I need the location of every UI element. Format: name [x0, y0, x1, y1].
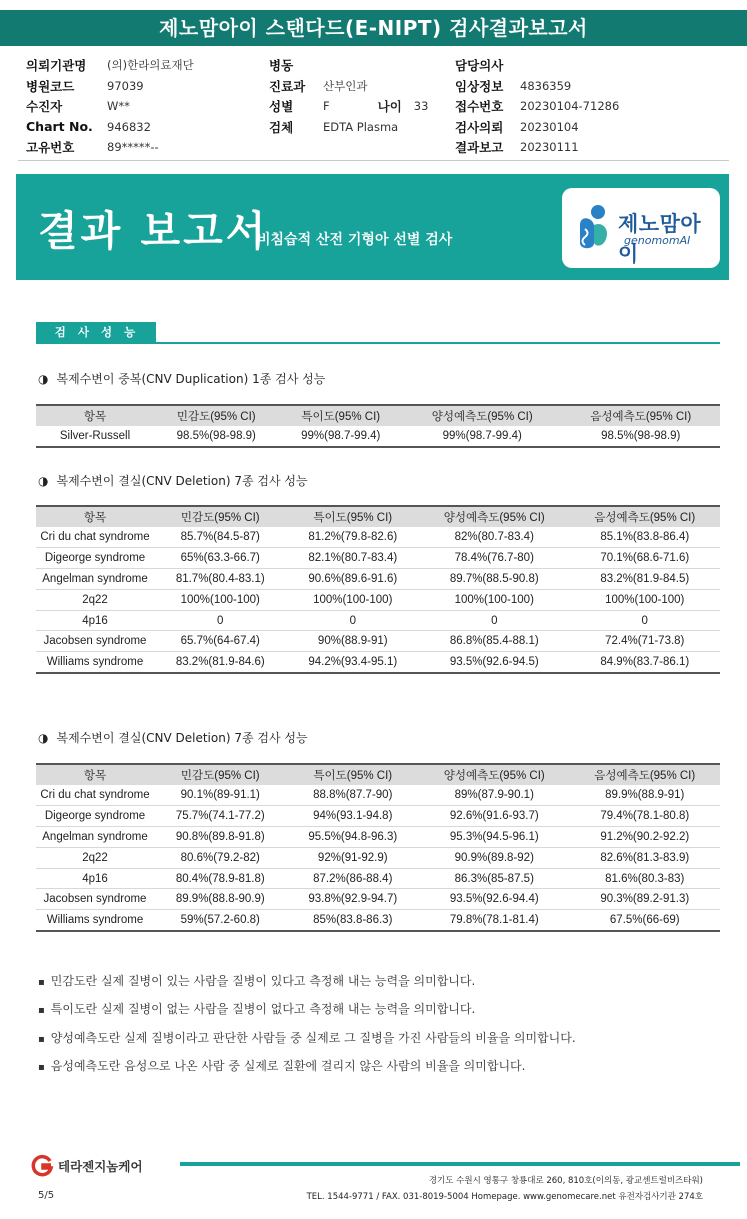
cell: 89.9%(88.9-91)	[570, 785, 721, 806]
table-row	[36, 785, 720, 806]
info-value: 97039	[107, 78, 144, 93]
cell: 65%(63.3-66.7)	[154, 548, 287, 569]
cell: 90.3%(89.2-91.3)	[570, 889, 721, 910]
cell: 99%(98.7-99.4)	[403, 426, 561, 447]
cell: 95.5%(94.8-96.3)	[287, 827, 420, 848]
col-header: 특이도(95% CI)	[279, 405, 404, 426]
cell: 100%(100-100)	[570, 589, 721, 610]
info-value: 산부인과	[323, 78, 368, 93]
cell: 91.2%(90.2-92.2)	[570, 827, 721, 848]
cell: 93.5%(92.6-94.5)	[419, 652, 569, 673]
section-title-text: 복제수변이 중복(CNV Duplication) 1종 검사 성능	[56, 372, 326, 386]
company-logo-icon	[30, 1154, 54, 1178]
cell: Cri du chat syndrome	[36, 785, 154, 806]
col-header: 음성예측도(95% CI)	[570, 764, 721, 785]
note-item: ▪ 음성예측도란 음성으로 나온 사람 중 실제로 질환에 걸리지 않은 사람의 비율을 의미합니다.	[38, 1057, 525, 1074]
header-divider	[18, 160, 729, 161]
info-value: 946832	[107, 119, 151, 134]
cell: 75.7%(74.1-77.2)	[154, 806, 287, 827]
section-title-deletion-2	[38, 729, 308, 746]
banner-subtitle: 비침습적 산전 기형아 선별 검사	[257, 232, 453, 248]
cell: Jacobsen syndrome	[36, 631, 154, 652]
col-header: 특이도(95% CI)	[287, 506, 420, 527]
info-value: 4836359	[520, 78, 572, 93]
col-header: 특이도(95% CI)	[287, 764, 420, 785]
info-label: 수진자	[26, 99, 63, 115]
cell: 80.6%(79.2-82)	[154, 847, 287, 868]
info-label: 검체	[269, 119, 294, 135]
table-row	[36, 910, 720, 931]
age-value: 33	[413, 99, 429, 114]
section-title-text: 복제수변이 결실(CNV Deletion) 7종 검사 성능	[56, 474, 308, 488]
half-circle-bullet-icon: ◑	[38, 731, 49, 745]
cell: 85.7%(84.5-87)	[154, 527, 287, 548]
patient-info-col3	[455, 55, 619, 158]
cell: 67.5%(66-69)	[570, 910, 721, 931]
table-row	[36, 889, 720, 910]
deletion-table-2	[36, 763, 720, 932]
cell: 83.2%(81.9-84.6)	[154, 652, 287, 673]
result-banner	[16, 174, 729, 280]
info-label: 담당의사	[455, 58, 504, 74]
col-header: 민감도(95% CI)	[154, 405, 279, 426]
patient-info-col2	[269, 55, 428, 137]
logo-text-ko: 제노맘아이	[618, 212, 702, 266]
cell: 92%(91-92.9)	[287, 847, 420, 868]
section-title-duplication	[38, 370, 325, 387]
info-label: Chart No.	[26, 119, 93, 135]
table-row	[36, 631, 720, 652]
cell: 2q22	[36, 847, 154, 868]
cell: 90.9%(89.8-92)	[419, 847, 569, 868]
cell: 81.6%(80.3-83)	[570, 868, 721, 889]
cell: 0	[287, 610, 420, 631]
table-row	[36, 569, 720, 590]
patient-info-col1	[26, 55, 194, 158]
cell: 59%(57.2-60.8)	[154, 910, 287, 931]
cell: 90.8%(89.8-91.8)	[154, 827, 287, 848]
cell: 89%(87.9-90.1)	[419, 785, 569, 806]
table-row	[36, 527, 720, 548]
company-name: 테라젠지놈케어	[58, 1159, 143, 1174]
info-label: 결과보고	[455, 140, 504, 156]
table-row	[36, 426, 720, 447]
deletion-table-1	[36, 505, 720, 674]
cell: 2q22	[36, 589, 154, 610]
cell: 70.1%(68.6-71.6)	[570, 548, 721, 569]
cell: 65.7%(64-67.4)	[154, 631, 287, 652]
info-value: W**	[107, 99, 130, 114]
col-header: 양성예측도(95% CI)	[403, 405, 561, 426]
cell: 83.2%(81.9-84.5)	[570, 569, 721, 590]
footer-divider	[180, 1162, 740, 1166]
cell: 93.5%(92.6-94.4)	[419, 889, 569, 910]
info-label: 병원코드	[26, 78, 75, 94]
col-header: 양성예측도(95% CI)	[419, 764, 569, 785]
section-title-deletion-1	[38, 472, 308, 489]
age-label: 나이	[377, 99, 402, 115]
duplication-table	[36, 404, 720, 448]
info-label: 진료과	[269, 78, 306, 94]
info-value: (의)한라의료재단	[107, 58, 194, 73]
info-label: 의뢰기관명	[26, 58, 87, 74]
col-header: 항목	[36, 405, 154, 426]
cell: 88.8%(87.7-90)	[287, 785, 420, 806]
info-label: 임상정보	[455, 78, 504, 94]
cell: Williams syndrome	[36, 652, 154, 673]
cell: 98.5%(98-98.9)	[561, 426, 720, 447]
cell: 89.9%(88.8-90.9)	[154, 889, 287, 910]
genomom-logo-icon	[572, 203, 614, 253]
cell: 80.4%(78.9-81.8)	[154, 868, 287, 889]
col-header: 민감도(95% CI)	[154, 764, 287, 785]
company-address: 경기도 수원시 영통구 창룡대로 260, 810호(이의동, 광교센트럴비즈타워)	[428, 1176, 703, 1186]
cell: 89.7%(88.5-90.8)	[419, 569, 569, 590]
cell: 78.4%(76.7-80)	[419, 548, 569, 569]
col-header: 음성예측도(95% CI)	[561, 405, 720, 426]
info-value: 20230104	[520, 119, 579, 134]
cell: 84.9%(83.7-86.1)	[570, 652, 721, 673]
info-value: EDTA Plasma	[323, 119, 399, 134]
info-label: 접수번호	[455, 99, 504, 115]
cell: 81.2%(79.8-82.6)	[287, 527, 420, 548]
cell: 100%(100-100)	[287, 589, 420, 610]
cell: 72.4%(71-73.8)	[570, 631, 721, 652]
col-header: 민감도(95% CI)	[154, 506, 287, 527]
cell: 90%(88.9-91)	[287, 631, 420, 652]
cell: 79.8%(78.1-81.4)	[419, 910, 569, 931]
info-value: 20230111	[520, 140, 579, 155]
note-item: ▪ 민감도란 실제 질병이 있는 사람을 질병이 있다고 측정해 내는 능력을 의미합니다.	[38, 972, 475, 989]
col-header: 양성예측도(95% CI)	[419, 506, 569, 527]
cell: 85.1%(83.8-86.4)	[570, 527, 721, 548]
info-value: 89*****--	[107, 140, 159, 155]
cell: 94%(93.1-94.8)	[287, 806, 420, 827]
table-row	[36, 610, 720, 631]
cell: Jacobsen syndrome	[36, 889, 154, 910]
cell: Williams syndrome	[36, 910, 154, 931]
section-tab: 검사성능	[36, 322, 156, 343]
half-circle-bullet-icon: ◑	[38, 372, 49, 386]
cell: 100%(100-100)	[154, 589, 287, 610]
cell: 95.3%(94.5-96.1)	[419, 827, 569, 848]
page-number: 5/5	[38, 1190, 55, 1201]
cell: 82.6%(81.3-83.9)	[570, 847, 721, 868]
cell: Digeorge syndrome	[36, 548, 154, 569]
cell: 0	[419, 610, 569, 631]
col-header: 음성예측도(95% CI)	[570, 506, 721, 527]
cell: Silver-Russell	[36, 426, 154, 447]
cell: 82%(80.7-83.4)	[419, 527, 569, 548]
cell: 99%(98.7-99.4)	[279, 426, 404, 447]
logo-text-en: genomomAI	[624, 234, 691, 247]
company-contact: TEL. 1544-9771 / FAX. 031-8019-5004 Homepage. www.genomecare.net 유전자검사기관 274호	[306, 1192, 703, 1202]
cell: 90.1%(89-91.1)	[154, 785, 287, 806]
cell: Cri du chat syndrome	[36, 527, 154, 548]
table-row	[36, 652, 720, 673]
cell: 93.8%(92.9-94.7)	[287, 889, 420, 910]
cell: Digeorge syndrome	[36, 806, 154, 827]
cell: 86.8%(85.4-88.1)	[419, 631, 569, 652]
cell: 92.6%(91.6-93.7)	[419, 806, 569, 827]
cell: Angelman syndrome	[36, 569, 154, 590]
cell: 100%(100-100)	[419, 589, 569, 610]
note-item: ▪ 특이도란 실제 질병이 없는 사람을 질병이 없다고 측정해 내는 능력을 의미합니다.	[38, 1000, 475, 1017]
cell: 81.7%(80.4-83.1)	[154, 569, 287, 590]
table-row	[36, 847, 720, 868]
section-title-text: 복제수변이 결실(CNV Deletion) 7종 검사 성능	[56, 731, 308, 745]
table-row	[36, 827, 720, 848]
cell: 79.4%(78.1-80.8)	[570, 806, 721, 827]
cell: 86.3%(85-87.5)	[419, 868, 569, 889]
info-label: 고유번호	[26, 140, 75, 156]
cell: 82.1%(80.7-83.4)	[287, 548, 420, 569]
half-circle-bullet-icon: ◑	[38, 474, 49, 488]
table-row	[36, 589, 720, 610]
cell: 0	[154, 610, 287, 631]
cell: 87.2%(86-88.4)	[287, 868, 420, 889]
info-value: 20230104-71286	[520, 99, 620, 114]
cell: 4p16	[36, 868, 154, 889]
info-label: 성별	[269, 99, 294, 115]
col-header: 항목	[36, 506, 154, 527]
col-header: 항목	[36, 764, 154, 785]
info-value: F	[323, 99, 330, 114]
report-title: 제노맘아이 스탠다드(E-NIPT) 검사결과보고서	[0, 10, 747, 46]
table-row	[36, 548, 720, 569]
table-row	[36, 868, 720, 889]
cell: 98.5%(98-98.9)	[154, 426, 279, 447]
info-label: 병동	[269, 58, 294, 74]
brand-logo	[562, 188, 720, 268]
company-logo	[30, 1154, 143, 1178]
info-label: 검사의뢰	[455, 119, 504, 135]
cell: 85%(83.8-86.3)	[287, 910, 420, 931]
banner-title: 결과 보고서	[38, 207, 269, 255]
note-item: ▪ 양성예측도란 실제 질병이라고 판단한 사람들 중 실제로 그 질병을 가진 사람들의 비율을 의미합니다.	[38, 1029, 576, 1046]
cell: Angelman syndrome	[36, 827, 154, 848]
section-tab-underline	[36, 342, 720, 344]
table-row	[36, 806, 720, 827]
cell: 0	[570, 610, 721, 631]
cell: 4p16	[36, 610, 154, 631]
cell: 90.6%(89.6-91.6)	[287, 569, 420, 590]
cell: 94.2%(93.4-95.1)	[287, 652, 420, 673]
